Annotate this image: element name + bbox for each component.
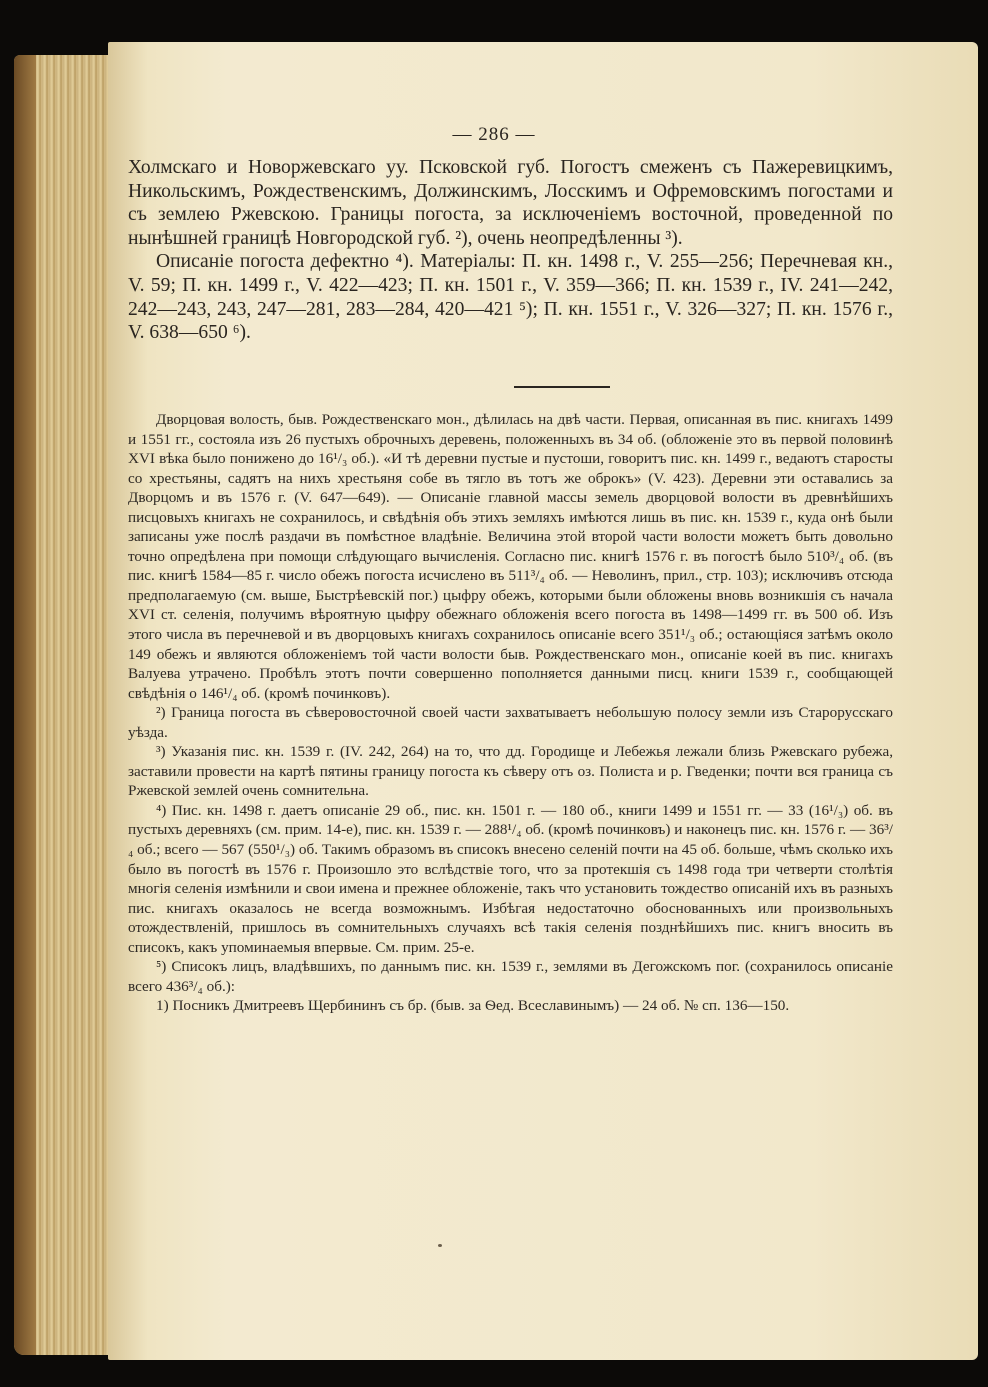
footnote-3: ³) Указанія пис. кн. 1539 г. (IV. 242, 264) на то, что дд. Городище и Лебежья лежали близь Ржевскаго рубежа, заставили провести на картѣ пятины границу погоста къ сѣверу отъ оз. Полиста и р. Гведенки; почти вся граница съ Ржевской землей очень сомнительна. <box>128 743 893 800</box>
footnote-5: ⁵) Списокъ лицъ, владѣвшихъ, по даннымъ пис. кн. 1539 г., землями въ Дегожскомъ пог. (сохранилось описаніе всего 436³/₄ об.): <box>128 958 893 995</box>
footnotes <box>128 410 893 1016</box>
main-paragraph-1: Холмскаго и Новоржевскаго уу. Псковской губ. Погостъ смеженъ съ Пажеревицкимъ, Никольскимъ, Рождественскимъ, Должинскимъ, Лосскимъ и Офремовскимъ погостами и съ землею Ржевскою. Границы погоста, за исключеніемъ восточной, проведенной по нынѣшней границѣ Новгородской губ. ²), очень неопредѣленны ³). <box>128 157 893 249</box>
main-paragraph-2: Описаніе погоста дефектно ⁴). Матеріалы: П. кн. 1498 г., V. 255—256; Перечневая кн., V. 59; П. кн. 1499 г., V. 422—423; П. кн. 1501 г., V. 359—366; П. кн. 1539 г., IV. 241—242, 242—243, 243, 247—281, 283—284, 420—421 ⁵); П. кн. 1551 г., V. 326—327; П. кн. 1576 г., V. 638—650 ⁶). <box>128 251 893 344</box>
page-mark <box>438 1244 442 1247</box>
footnote-2: ²) Граница погоста въ сѣверовосточной своей части захватываетъ небольшую полосу земли изъ Старорусскаго уѣзда. <box>128 704 893 741</box>
section-divider <box>514 386 610 388</box>
page-number: — 286 — <box>452 124 536 145</box>
footnote-5-item-1: 1) Посникъ Дмитреевъ Щербининъ съ бр. (быв. за Ѳед. Всеславинымъ) — 24 об. № сп. 136—150. <box>156 997 790 1015</box>
main-text <box>128 156 893 345</box>
footnote-1: Дворцовая волость, быв. Рождественскаго мон., дѣлилась на двѣ части. Первая, описанная въ пис. книгахъ 1499 и 1551 гг., состояла изъ 26 пустыхъ оброчныхъ деревень, положенныхъ въ 34 об. (обложеніе это въ первой половинѣ XVI вѣка было понижено до 16¹/₃ об.). «И тѣ деревни пустые и пустоши, говоритъ пис. кн. 1499 г., ведаютъ старосты со хрестьяны, садятъ на нихъ хрестьяня собе въ тягло въ тотъ же оброкъ» (V. 423). Деревни эти оставались за Дворцомъ и въ 1576 г. (V. 647—649). — Описаніе главной массы земель дворцовой волости въ древнѣйшихъ писцовыхъ книгахъ не сохранилось, и свѣдѣнія объ этихъ земляхъ имѣются лишь въ пис. кн. 1539 г., куда онѣ были записаны уже послѣ раздачи въ помѣстное владѣніе. Величина этой второй части волости можетъ быть довольно точно опредѣлена при помощи слѣдующаго вычисленія. Согласно пис. книгѣ 1576 г. въ погостѣ было 510³/₄ об. (въ пис. книгѣ 1584—85 г. число обежъ погоста исчислено въ 511³/₄ об. — Неволинъ, прил., стр. 103); исключивъ отсюда предполагаемую (см. выше, Быстрѣевскій пог.) цыфру обежъ, которыми были обложены вновь возникшія съ начала XVI ст. селенія, получимъ вѣроятную цыфру обежнаго обложенія всего погоста въ 1498—1499 гг. въ 500 об. Изъ этого числа въ перечневой и въ дворцовыхъ книгахъ сохранилось описаніе всего 351¹/₃ об.; остающіяся затѣмъ около 149 обежъ и являются обложеніемъ той части волости быв. Рождественскаго мон., описаніе коей въ пис. книгахъ Валуева утрачено. Пробѣлъ этотъ почти совершенно пополняется данными писц. книги 1539 г., сообщающей свѣдѣнія о 146¹/₄ об. (кромѣ починковъ). <box>128 411 893 702</box>
footnote-4: ⁴) Пис. кн. 1498 г. даетъ описаніе 29 об., пис. кн. 1501 г. — 180 об., книги 1499 и 1551 гг. — 33 (16¹/₃) об. въ пустыхъ деревняхъ (см. прим. 14-е), пис. кн. 1539 г. — 288¹/₄ об. (кромѣ починковъ) и наконецъ пис. кн. 1576 г. — 36³/₄ об.; всего — 567 (550¹/₃) об. Такимъ образомъ въ списокъ внесено селеній почти на 45 об. больше, чѣмъ сколько ихъ было въ погостѣ въ 1576 г. Произошло это вслѣдствіе того, что за протекшія съ 1498 года три четверти столѣтія многія селенія измѣнили и свои имена и прежнее обложеніе, такъ что установить тождество описаній ихъ въ разныхъ пис. книгахъ оказалось не всегда возможнымъ. Избѣгая недостаточно обоснованныхъ или произвольныхъ отождествленій, пришлось въ сомнительныхъ случаяхъ всѣ такія селенія позднѣйшихъ пис. книгъ вносить въ списокъ, какъ упоминаемыя впервые. См. прим. 25-е. <box>128 801 893 956</box>
